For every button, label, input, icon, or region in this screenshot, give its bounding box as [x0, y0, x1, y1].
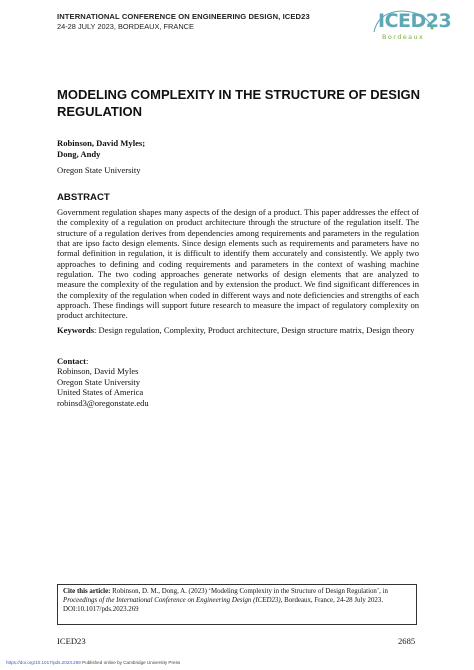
doi-publisher-note: Published online by Cambridge University Press	[80, 660, 181, 665]
paper-title: MODELING COMPLEXITY IN THE STRUCTURE OF DESIGN REGULATION	[57, 87, 421, 119]
paper-authors: Robinson, David Myles; Dong, Andy	[57, 138, 146, 159]
iced23-logo	[368, 8, 452, 46]
doi-link[interactable]: https://doi.org/10.1017/pds.2023.269	[6, 660, 81, 665]
logo-text: ICED23	[378, 10, 452, 32]
contact-block	[57, 356, 149, 408]
page-number: 2685	[398, 636, 416, 646]
keywords	[57, 325, 419, 335]
conference-title: INTERNATIONAL CONFERENCE ON ENGINEERING DESIGN, ICED23	[57, 12, 310, 21]
citation-text-2: , Bordeaux, France, 24-28 July 2023. DOI:10.1017/pds.2023.269	[63, 596, 384, 613]
author-affiliation: Oregon State University	[57, 165, 141, 175]
keywords-list: : Design regulation, Complexity, Product architecture, Design structure matrix, Design theory	[94, 325, 415, 335]
keywords-label: Keywords	[57, 325, 95, 335]
citation-text-1: Robinson, D. M., Dong, A. (2023) ‘Modeling Complexity in the Structure of Design Regulation’, in	[110, 588, 388, 595]
citation-label: Cite this article:	[63, 588, 111, 595]
abstract-heading: ABSTRACT	[57, 192, 110, 203]
citation-box	[57, 584, 417, 625]
conference-dates: 24-28 JULY 2023, BORDEAUX, FRANCE	[57, 22, 194, 31]
contact-label: Contact	[57, 356, 86, 366]
abstract-text: Government regulation shapes many aspects of the design of a product. This paper addresses the effect of the complexity of a regulation on product architecture through the structure of the regulation itself. The structure of a regulation derives from dependencies among requirements and parameters in the regulation that are ipso facto design elements. Since design elements such as requirements and parameters have no formal definition in regulation, it is difficult to identify them accurately and consistently. We apply two approaches to defining and coding requirements and parameters in the context of washing machine regulation. The two coding approaches generate networks of design elements that are analyzed to measure the complexity of the regulation and by extension the product. We find significant differences in the complexity of the regulation when coded in different ways and note deficiencies and strengths of each approach. These findings will support future research to measure the impact of regulatory complexity on product architecture.	[57, 207, 419, 321]
footer-conference: ICED23	[57, 636, 86, 646]
contact-institution: Oregon State University	[57, 376, 141, 387]
doi-footer	[6, 660, 180, 665]
contact-colon: :	[85, 356, 89, 366]
contact-country: United States of America	[57, 387, 144, 398]
logo-subtext: Bordeaux	[382, 33, 425, 41]
contact-name: Robinson, David Myles	[57, 366, 139, 377]
contact-email[interactable]: robinsd3@oregonstate.edu	[57, 397, 149, 408]
citation-proceedings: Proceedings of the International Conference on Engineering Design (ICED23)	[63, 596, 281, 604]
conference-header	[57, 12, 357, 32]
